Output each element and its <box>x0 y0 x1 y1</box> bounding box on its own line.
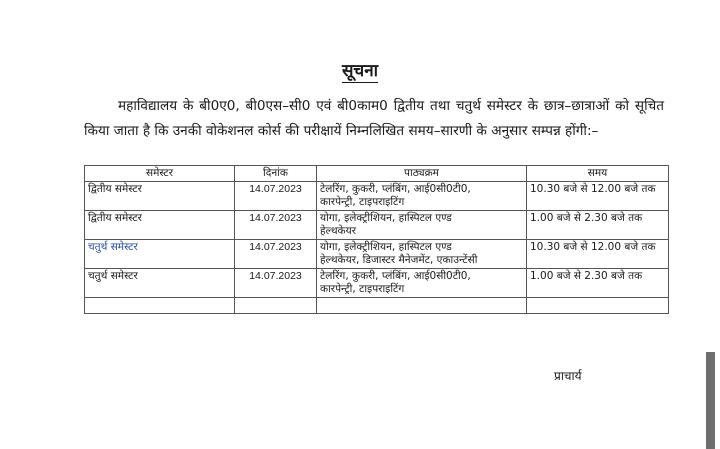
principal-signature: प्राचार्य <box>554 369 582 383</box>
header-time: समय <box>527 166 669 182</box>
exam-schedule-table <box>84 165 669 314</box>
table-row <box>85 269 669 298</box>
row-semester: चतुर्थ समेस्टर <box>85 269 235 298</box>
row-semester: द्वितीय समेस्टर <box>85 182 235 211</box>
course-line: योगा, इलेक्ट्रीशियन, हास्पिटल एण्ड <box>320 212 452 224</box>
table-row <box>85 240 669 269</box>
row-semester: द्वितीय समेस्टर <box>85 211 235 240</box>
row-date: 14.07.2023 <box>235 240 317 269</box>
header-semester: समेस्टर <box>85 166 235 182</box>
row-date: 14.07.2023 <box>235 182 317 211</box>
row-date: 14.07.2023 <box>235 211 317 240</box>
scrollbar[interactable] <box>706 352 715 449</box>
row-course <box>317 269 527 298</box>
notice-title-text: सूचना <box>341 61 379 81</box>
row-course <box>317 182 527 211</box>
course-line: टेलरिंग, कुकरी, प्लंबिंग, आई0सी0टी0, <box>320 183 471 195</box>
course-line: हेल्थकेयर, डिजास्टर मैनेजमेंट, एकाउन्टेंसी <box>320 254 478 266</box>
course-line: योगा, इलेक्ट्रीशियन, हास्पिटल एण्ड <box>320 241 452 253</box>
row-time: 10.30 बजे से 12.00 बजे तक <box>527 240 669 269</box>
row-time: 1.00 बजे से 2.30 बजे तक <box>527 269 669 298</box>
row-course <box>317 240 527 269</box>
table-row-empty <box>85 298 669 314</box>
course-line: कारपेन्ट्री, टाइपराइटिंग <box>320 196 405 208</box>
notice-body: महाविद्यालय के बी0ए0, बी0एस–सी0 एवं बी0काम0 द्वितीय तथा चतुर्थ समेस्टर के छात्र–छात्राओं को सूचित किया जाता है कि उनकी वोकेशनल कोर्स की परीक्षायें निम्नलिखित समय–सारणी के अनुसार सम्पन्न होंगी:– <box>84 98 664 139</box>
row-semester: चतुर्थ समेस्टर <box>85 240 235 269</box>
table-header-row <box>85 166 669 182</box>
row-date: 14.07.2023 <box>235 269 317 298</box>
notice-title <box>0 58 720 81</box>
row-time: 1.00 बजे से 2.30 बजे तक <box>527 211 669 240</box>
empty-cell <box>317 298 527 314</box>
header-course: पाठ्यक्रम <box>317 166 527 182</box>
empty-cell <box>235 298 317 314</box>
course-line: टेलरिंग, कुकरी, प्लंबिंग, आई0सी0टी0, <box>320 270 471 282</box>
table-row <box>85 211 669 240</box>
empty-cell <box>85 298 235 314</box>
empty-cell <box>527 298 669 314</box>
table-row <box>85 182 669 211</box>
course-line: हेल्थकेयर <box>320 225 356 237</box>
course-line: कारपेन्ट्री, टाइपराइटिंग <box>320 283 405 295</box>
row-course <box>317 211 527 240</box>
row-time: 10.30 बजे से 12.00 बजे तक <box>527 182 669 211</box>
header-date: दिनांक <box>235 166 317 182</box>
